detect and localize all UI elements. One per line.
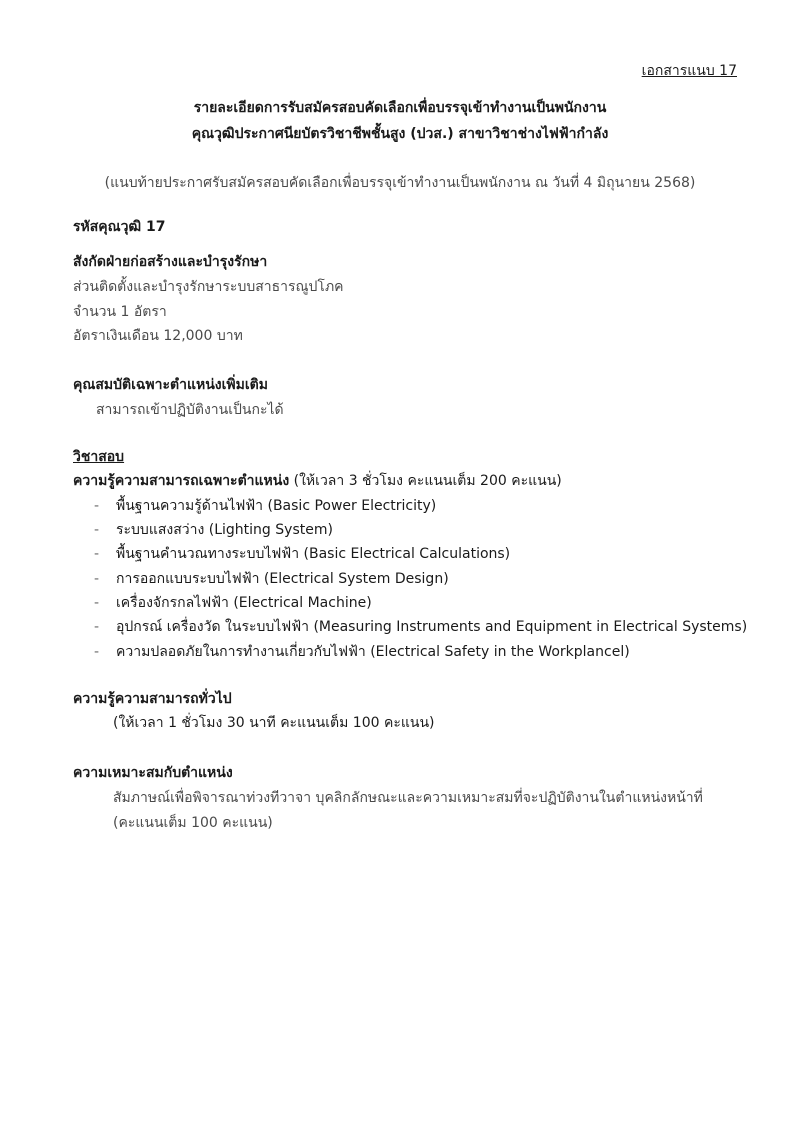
bullet-dash: - [94, 619, 100, 635]
salary: อัตราเงินเดือน 12,000 บาท [73, 328, 243, 344]
list-item [94, 618, 747, 638]
bullet-dash: - [94, 644, 100, 660]
bullet-dash: - [94, 522, 100, 538]
list-item-text: อุปกรณ์ เครื่องวัด ในระบบไฟฟ้า (Measuring Instruments and Equipment in Electrical Systems) [116, 619, 748, 635]
bullet-dash: - [94, 498, 100, 514]
title-line-2: คุณวุฒิประกาศนียบัตรวิชาชีพชั้นสูง (ปวส.) สาขาวิชาช่างไฟฟ้ากำลัง [191, 126, 609, 142]
bullet-dash: - [94, 546, 100, 562]
list-item [94, 521, 333, 541]
list-item [94, 643, 630, 663]
list-item-text: ความปลอดภัยในการทำงานเกี่ยวกับไฟฟ้า (Electrical Safety in the Workplancel) [116, 644, 630, 660]
list-item [94, 497, 436, 517]
list-item-text: ระบบแสงสว่าง (Lighting System) [116, 522, 333, 538]
title-line-1: รายละเอียดการรับสมัครสอบคัดเลือกเพื่อบรรจุเข้าทำงานเป็นพนักงาน [193, 100, 607, 116]
list-item-text: พื้นฐานความรู้ด้านไฟฟ้า (Basic Power Electricity) [116, 498, 437, 514]
bullet-dash: - [94, 571, 100, 587]
general-knowledge-note: (ให้เวลา 1 ชั่วโมง 30 นาที คะแนนเต็ม 100 คะแนน) [113, 715, 435, 731]
suitability-note: (คะแนนเต็ม 100 คะแนน) [113, 815, 273, 831]
list-item-text: พื้นฐานคำนวณทางระบบไฟฟ้า (Basic Electrical Calculations) [116, 546, 511, 562]
specific-knowledge-line [73, 472, 562, 490]
list-item-text: เครื่องจักรกลไฟฟ้า (Electrical Machine) [116, 595, 372, 611]
specific-knowledge-heading: ความรู้ความสามารถเฉพาะตำแหน่ง [73, 473, 290, 489]
extra-qualification-heading: คุณสมบัติเฉพาะตำแหน่งเพิ่มเติม [73, 377, 268, 393]
list-item [94, 594, 372, 614]
bullet-dash: - [94, 595, 100, 611]
general-knowledge-heading: ความรู้ความสามารถทั่วไป [73, 691, 232, 707]
department: สังกัดฝ่ายก่อสร้างและบำรุงรักษา [73, 254, 268, 270]
subtitle: (แนบท้ายประกาศรับสมัครสอบคัดเลือกเพื่อบรรจุเข้าทำงานเป็นพนักงาน ณ วันที่ 4 มิถุนายน 2568) [104, 175, 696, 191]
list-item [94, 545, 510, 565]
positions: จำนวน 1 อัตรา [73, 304, 167, 320]
list-item [94, 570, 449, 590]
attachment-label: เอกสารแนบ 17 [641, 63, 737, 79]
division: ส่วนติดตั้งและบำรุงรักษาระบบสาธารณูปโภค [73, 279, 344, 295]
qualification-code: รหัสคุณวุฒิ 17 [73, 219, 166, 235]
suitability-text: สัมภาษณ์เพื่อพิจารณาท่วงทีวาจา บุคลิกลักษณะและความเหมาะสมที่จะปฏิบัติงานในตำแหน่งหน้าที่ [113, 790, 703, 806]
specific-knowledge-note: (ให้เวลา 3 ชั่วโมง คะแนนเต็ม 200 คะแนน) [289, 473, 562, 489]
suitability-heading: ความเหมาะสมกับตำแหน่ง [73, 765, 233, 781]
list-item-text: การออกแบบระบบไฟฟ้า (Electrical System Design) [116, 571, 449, 587]
extra-qualification-text: สามารถเข้าปฏิบัติงานเป็นกะได้ [96, 402, 284, 418]
exam-heading: วิชาสอบ [73, 449, 125, 465]
